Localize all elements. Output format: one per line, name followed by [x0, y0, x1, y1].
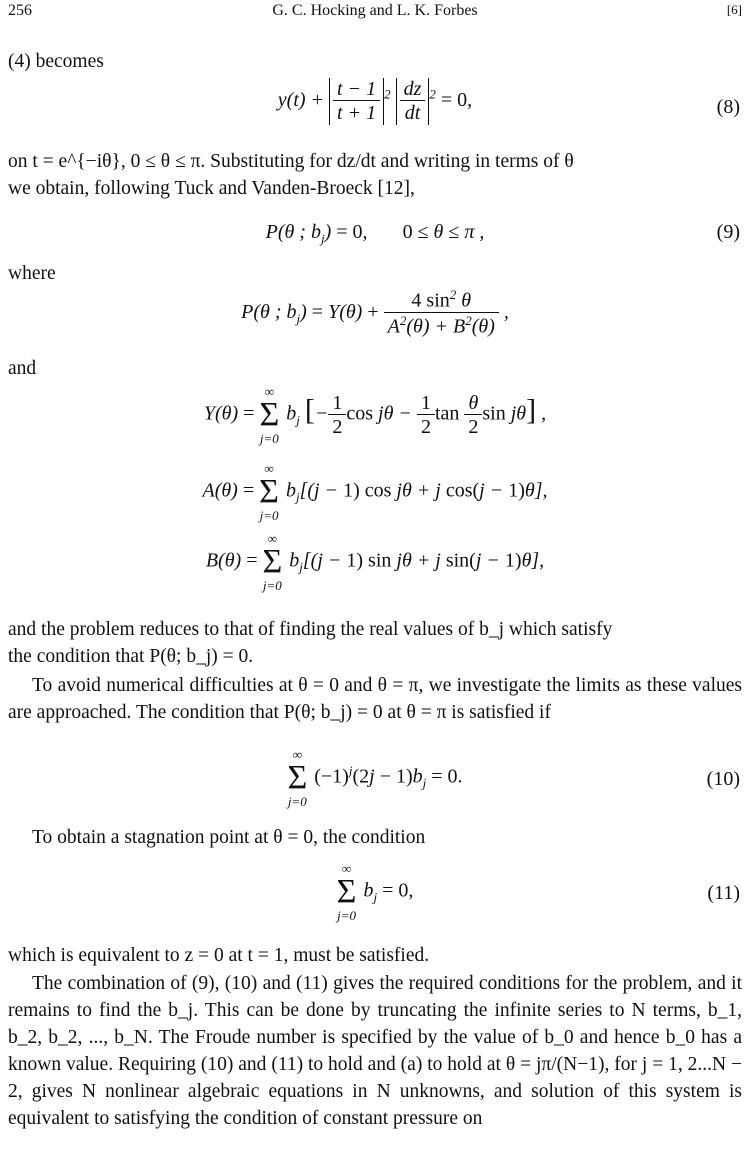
summation-sign: ∞ Σ j=0 — [287, 747, 308, 809]
paragraph-problem-reduces-line1: and the problem reduces to that of finding the real values of b_j which satisfy — [8, 619, 613, 640]
equation-p-definition: P(θ ; $b_j) = Y(\theta)$ + $\frac{4 \sin^2 \theta}{A^2(\theta) + B^2(\theta)}$ , — [241, 287, 509, 338]
paragraph-problem-reduces-line2: the condition that P(θ; b_j) = 0. — [8, 646, 254, 667]
page-number: 256 — [8, 2, 32, 19]
paragraph-substituting-line2: we obtain, following Tuck and Vanden-Broeck [12], — [8, 178, 415, 199]
equation-b-definition: B(θ) = ∞ Σ j=0 $b_j[(j - 1)$ sin jθ + j sin(j − 1)θ], — [205, 531, 545, 593]
paragraph-combination: The combination of (9), (10) and (11) gives the required conditions for the problem, and it remains to find the b_j. This can be done by truncating the infinite series to N terms, b_1, b_2, b_2, ..., b_N. The Froude number is specified by the value of b_0 and hence b_0 has a known value. Requiring (10) and (11) to hold and (a) to hold at θ = jπ/(N−1), for j = 1, 2...N − 2, gives N nonlinear algebraic equations in N unknowns, and solution of this system is equivalent to satisfying the condition of constant pressure on — [8, 973, 742, 1129]
equation-number-9: (9) — [716, 221, 740, 243]
summation-sign: ∞ Σ j=0 — [259, 384, 280, 446]
equation-8: y(t) + $\frac{t - 1}{t + 1}$ $^2$ $\frac{dz}{dt}$ $^2$ = 0, — [277, 78, 473, 124]
equation-9: P(θ ; $b_j) = 0$, 0 ≤ θ ≤ π , — [265, 221, 485, 246]
running-title: G. C. Hocking and L. K. Forbes — [272, 2, 478, 19]
equation-10: ∞ Σ j=0 $(-1)^j(2j - 1)b_j = 0$. — [287, 747, 463, 809]
paragraph-numerical-difficulties: To avoid numerical difficulties at θ = 0 and θ = π, we investigate the limits as these values are approached. The condition that P(θ; b_j) = 0 at θ = π is satisfied if — [8, 675, 742, 723]
paragraph-stagnation-point: To obtain a stagnation point at θ = 0, the condition — [32, 827, 426, 848]
section-marker: [6] — [726, 2, 742, 17]
summation-sign: ∞ Σ j=0 — [262, 531, 283, 593]
equation-number-11: (11) — [707, 882, 740, 904]
summation-sign: ∞ Σ j=0 — [336, 861, 357, 923]
equation-11: ∞ Σ j=0 $b_j = 0$, — [336, 861, 414, 923]
paragraph-4-becomes: (4) becomes — [8, 51, 104, 72]
equation-number-8: (8) — [716, 96, 740, 118]
equation-y-definition: Y(θ) = ∞ Σ j=0 $b_j$ [− $\frac{1}{2}$ cos jθ − $\frac{1}{2}$ tan $\frac{\theta}{2}$ sin jθ] , — [203, 384, 547, 446]
paragraph-equivalent: which is equivalent to z = 0 at t = 1, must be satisfied. — [8, 945, 430, 966]
summation-sign: ∞ Σ j=0 — [259, 461, 279, 523]
equation-a-definition: A(θ) = ∞ Σ j=0 $b_j[(j - 1)$ cos jθ + j cos(j − 1)θ], — [202, 461, 548, 523]
paragraph-and: and — [8, 358, 37, 379]
paragraph-where: where — [8, 263, 56, 284]
running-header — [8, 2, 742, 22]
equation-number-10: (10) — [706, 768, 740, 790]
paragraph-substituting-line1: on t = e^{−iθ}, 0 ≤ θ ≤ π. Substituting for dz/dt and writing in terms of θ — [8, 151, 574, 172]
